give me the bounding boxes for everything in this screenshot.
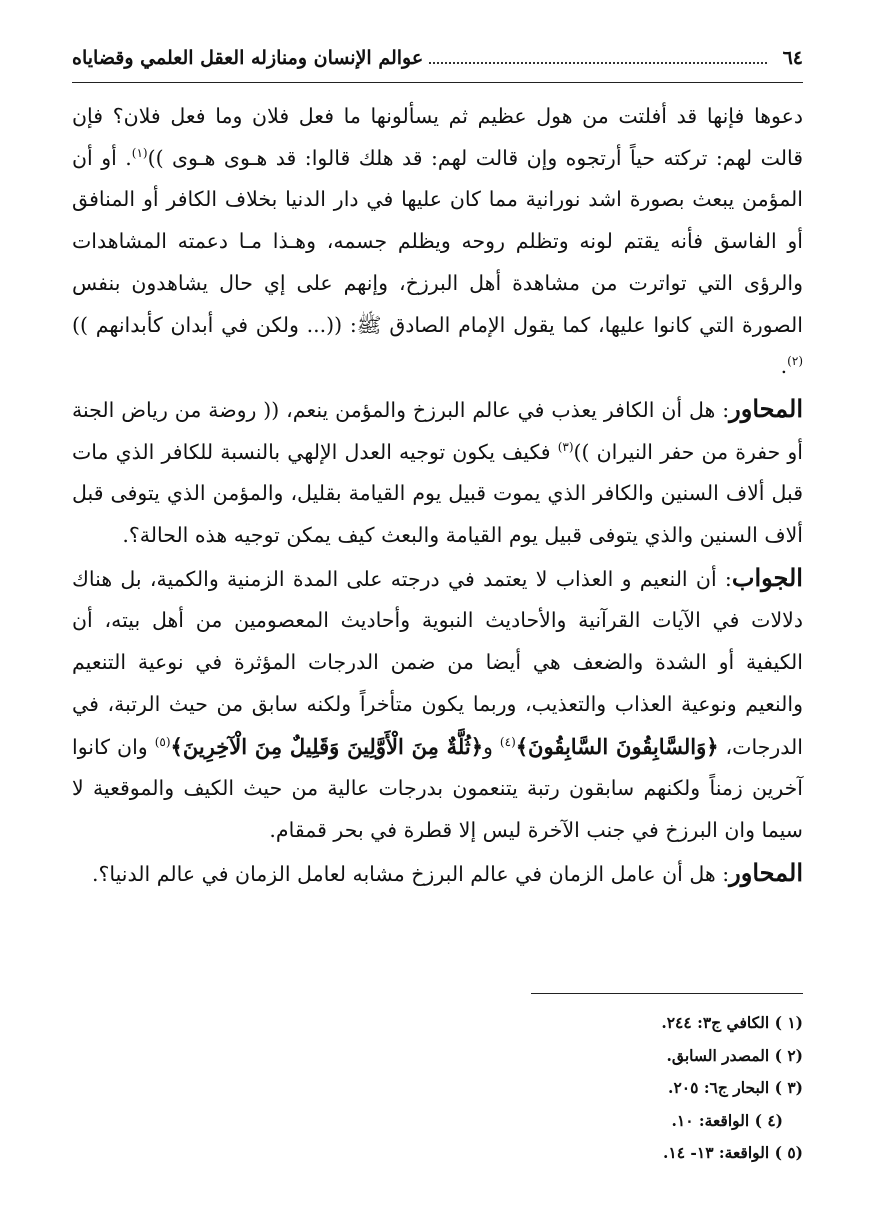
footnote-ref-4: (٤): [499, 734, 516, 749]
paragraph-2: المحاور: هل أن الكافر يعذب في عالم البرزخ والمؤمن ينعم، (( روضة من رياض الجنة أو حفرة من حفر النيران ))$^{(٣)}$ فكيف يكون توجيه العدل الإلهي بالنسبة للكافر الذي مات قبل ألاف السنين والكافر الذي يموت قبيل يوم القيامة بقليل، والمؤمن الذي يتوفى قبل ألاف السنين والذي يتوفى قبيل يوم القيامة والبعث كيف يمكن توجيه هذه الحالة؟.: [72, 393, 803, 548]
running-header: [72, 38, 803, 78]
footnotes: [72, 1007, 803, 1170]
footnote-ref-3: (٣): [557, 439, 574, 454]
footnote-3: (٣ ) البحار ج٦: ٢٠٥.: [668, 1078, 803, 1097]
paragraph-3: الجواب: أن النعيم و العذاب لا يعتمد في درجته على المدة الزمنية والكمية، بل هناك دلالات في الآيات القرآنية والأحاديث النبوية وأحاديث المعصومين من أهل بيته، أن الكيفية أو الشدة والضعف هي أيضا من ضمن الدرجات المؤثرة في نوعية التنعيم والنعيم ونوعية العذاب والتعذيب، وربما يكون متأخراً ولكنه سابق من حيث الرتبة، في الدرجات، ﴿وَالسَّابِقُونَ السَّابِقُونَ﴾$^{(٤)}$ و﴿ثُلَّةٌ مِنَ الْأَوَّلِينَ وَقَلِيلٌ مِنَ الْآخِرِينَ﴾$^{(٥)}$ وان كانوا آخرين زمناً ولكنهم سابقون رتبة يتنعمون بدرجات عالية من حيث الكيف والموقعية لا سيما وان البرزخ في جنب الآخرة ليس إلا قطرة في بحر قمقام.: [72, 562, 803, 842]
answer-label: الجواب: [731, 562, 803, 592]
paragraph-4: المحاور: هل أن عامل الزمان في عالم البرزخ مشابه لعامل الزمان في عالم الدنيا؟.: [91, 857, 803, 887]
speaker-label: المحاور: [729, 393, 803, 423]
footnote-ref-1: (١): [131, 145, 148, 160]
quran-verse-2: ﴿ثُلَّةٌ مِنَ الْأَوَّلِينَ وَقَلِيلٌ مِنَ الْآخِرِينَ﴾: [170, 733, 483, 759]
main-text: [72, 96, 803, 895]
footnote-1: (١ ) الكافي ج٣: ٢٤٤.: [661, 1013, 803, 1032]
footnote-5: (٥ ) الواقعة: ١٣- ١٤.: [662, 1143, 803, 1162]
paragraph-1: دعوها فإنها قد أفلتت من هول عظيم ثم يسألونها ما فعل فلان وما فعل فلان؟ فإن قالت لهم: تركته حياً أرتجوه وإن قالت لهم: قد هلك قالوا: قد هـوى هـوى ))$^{(١)}$. أو أن المؤمن يبعث بصورة اشد نورانية مما كان عليها في دار الدنيا بخلاف الكافر أو المنافق أو الفاسق فأنه يقتم لونه وتظلم روحه ويظلم جسمه، وهـذا مـا دعمته المشاهدات والرؤى التي تواترت من مشاهدة أهل البرزخ، وإنهم على إي حال يشاهدون بنفس الصورة التي كانوا عليها، كما يقول الإمام الصادق ﷺ: ((... ولكن في أبدان كأبدانهم ))$^{(٢)}$.: [72, 104, 803, 379]
page-number: ٦٤: [782, 47, 803, 69]
header-rule: [72, 82, 803, 83]
quran-verse-1: ﴿وَالسَّابِقُونَ السَّابِقُونَ﴾: [515, 733, 719, 759]
header-leader-dots: [429, 62, 766, 64]
footnote-4: (٤ ) الواقعة: ١٠.: [671, 1110, 783, 1130]
footnote-ref-2: (٢): [787, 354, 803, 369]
footnote-rule: [531, 993, 803, 994]
speaker-label: المحاور: [729, 857, 803, 887]
footnote-ref-5: (٥): [154, 734, 171, 749]
running-title: عوالم الإنسان ومنازله العقل العلمي وقضاياه: [72, 47, 424, 69]
footnote-2: (٢ ) المصدر السابق.: [666, 1045, 803, 1065]
